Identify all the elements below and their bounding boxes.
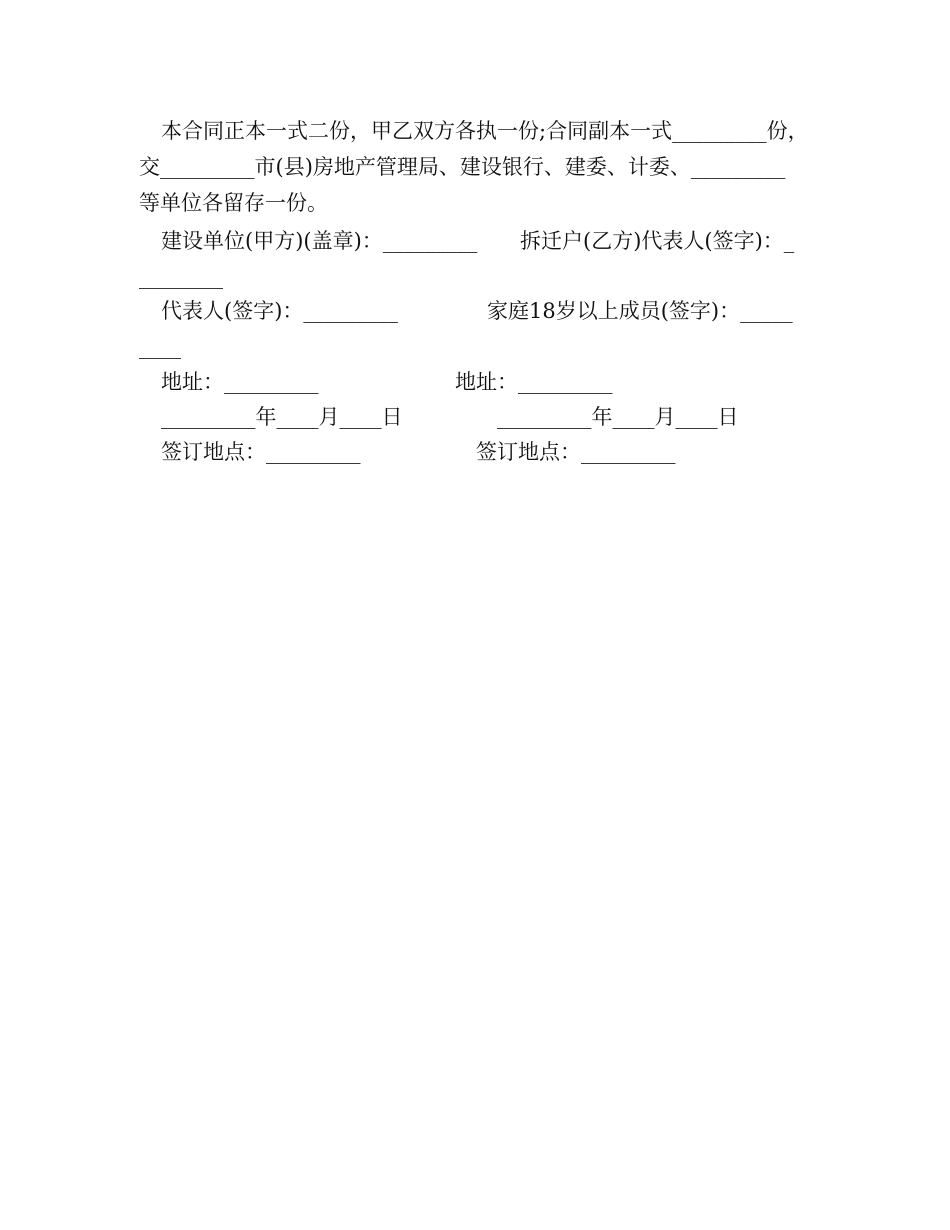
party-a-seal-label: 建设单位(甲方)(盖章)：_________ xyxy=(161,229,478,253)
party-a-signing-place: 签订地点：_________ xyxy=(161,440,361,464)
party-a-date: _________年____月____日 xyxy=(161,405,403,429)
paragraph-line-1: 本合同正本一式二份，甲乙双方各执一份;合同副本一式_________份， xyxy=(161,119,809,143)
party-b-family-members-label: 家庭18岁以上成员(签字)：_____ xyxy=(487,299,793,323)
paragraph-line-2: 交_________市(县)房地产管理局、建设银行、建委、计委、_________ xyxy=(139,155,786,179)
party-b-date: _________年____月____日 xyxy=(497,405,739,429)
party-a-representative-label: 代表人(签字)：_________ xyxy=(161,299,398,323)
party-b-address: 地址：_________ xyxy=(455,370,613,394)
party-b-representative-label: 拆迁户(乙方)代表人(签字)：_ xyxy=(520,229,795,253)
party-b-representative-wrap: ________ xyxy=(139,265,223,289)
party-b-family-members-wrap: ____ xyxy=(139,335,181,359)
party-a-address: 地址：_________ xyxy=(161,370,319,394)
paragraph-line-3: 等单位各留存一份。 xyxy=(139,191,328,215)
party-b-signing-place: 签订地点：_________ xyxy=(476,440,676,464)
